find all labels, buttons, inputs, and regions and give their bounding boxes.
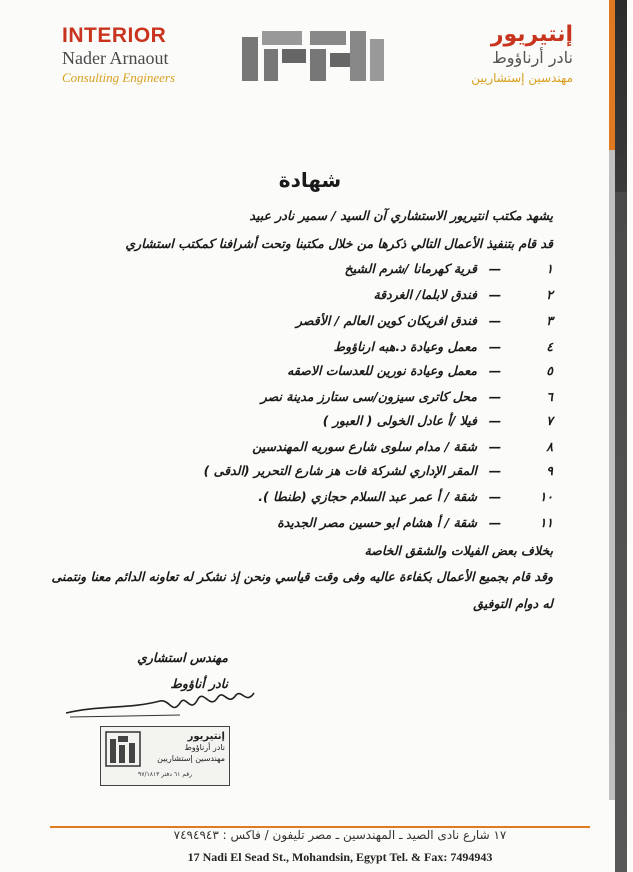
list-item-number: ١١ [539, 515, 553, 530]
edge-bar-dark [615, 0, 627, 872]
list-item [334, 339, 553, 354]
stamp-text-block [143, 731, 225, 764]
list-item-text: فيلا /أ عادل الخولى ( العبور ) [322, 413, 477, 428]
list-item-text: قرية كهرمانا /شرم الشيخ [344, 261, 477, 276]
list-item-dash: — [488, 363, 502, 378]
list-item-text: شقة / أ عمر عبد السلام حجازي (طنطا ). [258, 489, 477, 504]
list-item-text: محل كاترى سيزون/سى ستارز مدينة نصر [260, 389, 477, 404]
brand-name-ar: نادر أرناؤوط [491, 48, 573, 67]
certificate-heading: شهادة [278, 168, 342, 192]
list-item-number: ٤ [546, 339, 553, 354]
list-item-text: شقة / أ هشام ابو حسين مصر الجديدة [277, 515, 477, 530]
brand-subtitle-en: Consulting Engineers [62, 70, 176, 85]
signature-title: مهندس استشاري [137, 650, 228, 665]
footer-address-en: 17 Nadi El Sead St., Mohandsin, Egypt Tel. & Fax: 7494943 [187, 850, 493, 864]
list-item-number: ٧ [546, 413, 553, 428]
list-item-dash: — [488, 515, 502, 530]
footer-address-ar: ١٧ شارع نادى الصيد ـ المهندسين ـ مصر تليفون / فاكس : ٧٤٩٤٩٤٣ [173, 828, 507, 842]
list-item-text: فندق افريكان كوين العالم / الأقصر [295, 313, 477, 328]
list-item-text: المقر الإداري لشركة فات هز شارع التحرير (الدقى ) [203, 463, 477, 478]
official-stamp [100, 726, 230, 786]
stamp-registry: رقم ٦١ دفتر ٩٧/١٨١٣ [138, 771, 192, 778]
list-item-text: فندق لابلما/ الغردقة [373, 287, 477, 302]
edge-bar-gray [609, 150, 615, 800]
list-item-number: ١ [546, 261, 553, 276]
list-item-number: ٥ [546, 363, 553, 378]
interior-monogram-logo [238, 27, 388, 85]
handwritten-signature [60, 685, 260, 725]
edge-bar-orange [609, 0, 615, 150]
intro-line-1: يشهد مكتب انتيريور الاستشاري آن السيد / سمير نادر عبيد [249, 208, 553, 223]
list-item-number: ٨ [546, 439, 553, 454]
list-item-dash: — [488, 339, 502, 354]
closing-line-1: بخلاف بعض الفيلات والشقق الخاصة [364, 543, 553, 558]
stamp-line-1: إنتيريور [187, 731, 225, 742]
list-item-text: شقة / مدام سلوى شارع سوريه المهندسين [252, 439, 477, 454]
brand-name-en: Nader Arnaout [62, 48, 169, 68]
brand-block-english [62, 24, 192, 86]
list-item [345, 261, 553, 276]
list-item-dash: — [488, 413, 502, 428]
list-item-number: ٢ [546, 287, 553, 302]
list-item-dash: — [488, 287, 502, 302]
stamp-logo [105, 731, 141, 767]
list-item-number: ٦ [546, 389, 553, 404]
list-item-dash: — [488, 439, 502, 454]
list-item [277, 515, 553, 530]
list-item [258, 489, 553, 504]
list-item-number: ١٠ [539, 489, 553, 504]
list-item-text: معمل وعيادة نورين للعدسات الاصقه [287, 363, 477, 378]
closing-line-2: وقد قام بجميع الأعمال بكفاءة عاليه وفى وقت قياسي ونحن إذ نشكر له تعاونه الدائم معنا ونتمنى [51, 569, 553, 584]
list-item-dash: — [488, 489, 502, 504]
brand-block-arabic [398, 22, 573, 86]
list-item [261, 389, 553, 404]
list-item [296, 313, 553, 328]
closing-line-3: له دوام التوفيق [473, 596, 553, 611]
stamp-line-2: نادر أرناؤوط [184, 743, 225, 752]
intro-line-2: قد قام بتنفيذ الأعمال التالي ذكرها من خلال مكتبنا وتحت أشرافنا كمكتب استشاري [125, 236, 553, 251]
list-item [287, 363, 553, 378]
signature-name: نادر أناؤوط [170, 676, 228, 691]
list-item-number: ٣ [546, 313, 553, 328]
list-item [252, 439, 553, 454]
list-item-dash: — [488, 313, 502, 328]
list-item-text: معمل وعيادة د.هبه ارناؤوط [333, 339, 477, 354]
list-item-number: ٩ [546, 463, 553, 478]
list-item [373, 287, 553, 302]
list-item-dash: — [488, 389, 502, 404]
stamp-line-3: مهندسين إستشاريين [157, 754, 225, 763]
list-item-dash: — [488, 261, 502, 276]
brand-title-ar: إنتيريور [490, 22, 573, 47]
list-item-dash: — [488, 463, 502, 478]
list-item [204, 463, 553, 478]
brand-title-en: INTERIOR [62, 24, 167, 47]
list-item [323, 413, 553, 428]
brand-subtitle-ar: مهندسين إستشاريين [471, 71, 573, 85]
